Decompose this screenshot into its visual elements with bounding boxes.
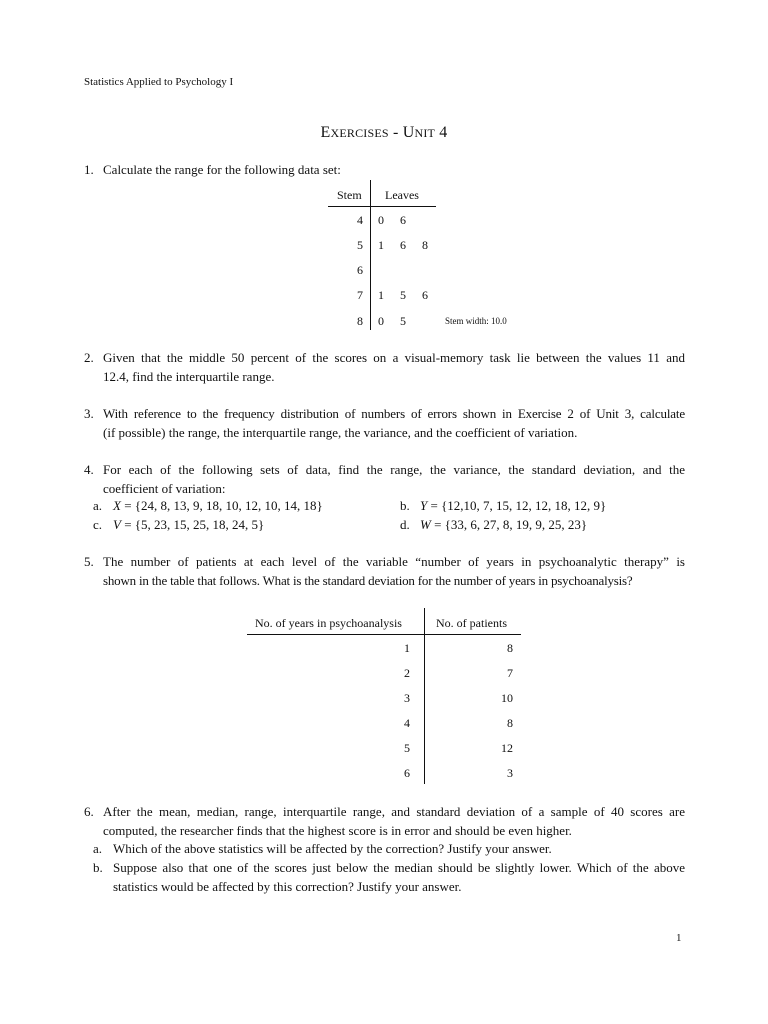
column-header-patients: No. of patients [436,616,507,630]
table-column-divider [424,608,425,784]
leaf-value: 5 [400,288,406,302]
leaf-value: 8 [422,238,428,252]
patients-cell: 8 [507,716,513,730]
leaf-value: 6 [422,288,428,302]
patients-cell: 8 [507,641,513,655]
patients-cell: 12 [501,741,513,755]
question-number-2: 2. [84,350,94,365]
patients-cell: 3 [507,766,513,780]
question-5-line-1: The number of patients at each level of the variable “number of years in psychoanalytic therapy” is [103,554,685,569]
question-2-line-1: Given that the middle 50 percent of the scores on a visual-memory task lie between the values 11 and [103,350,685,365]
question-4-line-1: For each of the following sets of data, find the range, the variance, the standard deviation, and the [103,462,685,477]
leaves-header: Leaves [385,188,419,202]
item-label: b. [400,498,410,513]
item-variable: X [113,498,121,513]
leaf-value: 1 [378,288,384,302]
stem-value: 8 [357,314,363,328]
stem-value: 7 [357,288,363,302]
question-4-item-a [93,496,323,516]
title-rest-2: NIT [414,126,436,140]
title-cap-2: U [402,124,415,141]
leaf-value: 6 [400,238,406,252]
item-label: c. [93,517,103,532]
item-set: = {24, 8, 13, 9, 18, 10, 12, 10, 14, 18} [120,498,323,513]
question-4-item-b [400,496,606,516]
question-6-item-a-label: a. [93,841,103,856]
stem-value: 4 [357,213,363,227]
title-separator: - [388,124,403,141]
question-5-line-2: shown in the table that follows. What is the standard deviation for the number of years in psychoanalysis? [103,573,633,588]
question-number-1: 1. [84,162,94,177]
stem-value: 6 [357,263,363,277]
question-6-item-b-line-2: statistics would be affected by this correction? Justify your answer. [113,879,462,894]
question-6-item-b-line-1: Suppose also that one of the scores just below the median should be slightly lower. Which of the above [113,860,685,875]
stem-width-note: Stem width: 10.0 [445,316,507,326]
patients-cell: 7 [507,666,513,680]
question-6-item-b-label: b. [93,860,103,875]
question-number-5: 5. [84,554,94,569]
leaf-value: 6 [400,213,406,227]
stem-header: Stem [337,188,362,202]
leaf-value: 0 [378,314,384,328]
item-variable: Y [420,498,428,513]
years-cell: 6 [404,766,410,780]
stem-value: 5 [357,238,363,252]
title-rest-1: XERCISES [330,126,389,140]
leaf-value: 1 [378,238,384,252]
item-set: = {33, 6, 27, 8, 19, 9, 25, 23} [430,517,588,532]
stem-header-rule [328,206,436,207]
title-cap-1: E [320,124,331,141]
question-4-line-2: coefficient of variation: [103,481,226,496]
column-header-years: No. of years in psychoanalysis [255,616,402,630]
item-label: d. [400,517,410,532]
item-set: = {12,10, 7, 15, 12, 12, 18, 12, 9} [427,498,607,513]
question-6-line-2: computed, the researcher finds that the highest score is in error and should be even higher. [103,823,572,838]
years-cell: 4 [404,716,410,730]
running-header: Statistics Applied to Psychology I [84,76,234,88]
question-number-4: 4. [84,462,94,477]
leaf-value: 0 [378,213,384,227]
years-cell: 1 [404,641,410,655]
years-cell: 2 [404,666,410,680]
item-variable: W [420,517,431,532]
leaf-value: 5 [400,314,406,328]
question-number-3: 3. [84,406,94,421]
question-6-line-1: After the mean, median, range, interquartile range, and standard deviation of a sample of 40 scores are [103,804,685,819]
table-header-rule [247,634,521,635]
item-label: a. [93,498,103,513]
question-4-item-d [400,515,587,535]
page-title [0,124,768,142]
question-3-line-2: (if possible) the range, the interquartile range, the variance, and the coefficient of variation. [103,425,578,440]
years-cell: 5 [404,741,410,755]
question-6-item-a-text: Which of the above statistics will be affected by the correction? Justify your answer. [113,841,552,856]
years-cell: 3 [404,691,410,705]
item-variable: V [113,517,121,532]
title-number: 4 [435,124,448,141]
question-number-6: 6. [84,804,94,819]
patients-cell: 10 [501,691,513,705]
question-2-line-2: 12.4, find the interquartile range. [103,369,275,384]
question-4-item-c [93,515,264,535]
question-1-text: Calculate the range for the following data set: [103,162,341,177]
page-number: 1 [676,932,682,944]
item-set: = {5, 23, 15, 25, 18, 24, 5} [120,517,265,532]
question-3-line-1: With reference to the frequency distribution of numbers of errors shown in Exercise 2 of Unit 3, calculate [103,406,685,421]
stem-divider [370,180,371,330]
